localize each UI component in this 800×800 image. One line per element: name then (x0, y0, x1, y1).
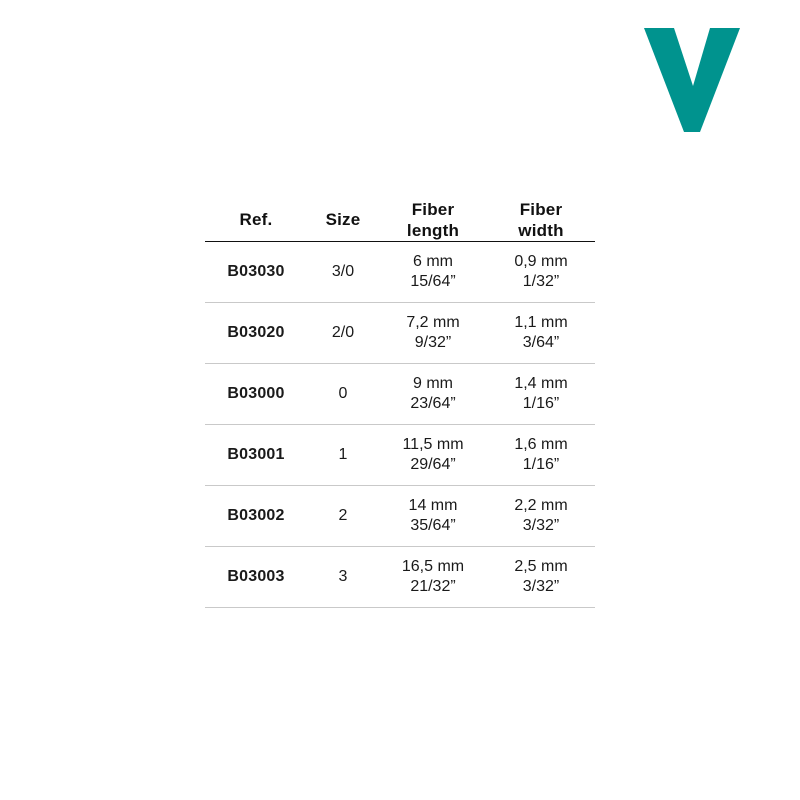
cell-size: 1 (338, 446, 348, 464)
fiber-specification-table (205, 200, 595, 608)
table-row (205, 242, 595, 303)
header-length-line2: length (406, 220, 460, 240)
cell-length-in: 15/64” (410, 273, 456, 291)
cell-fiber-length (379, 303, 487, 364)
cell-width-in: 1/32” (522, 273, 560, 291)
cell-width-mm: 0,9 mm (514, 253, 568, 270)
cell-width-mm: 2,5 mm (514, 558, 568, 575)
cell-ref: B03003 (227, 568, 285, 586)
column-header-fiber-length (379, 200, 487, 242)
cell-length-mm: 16,5 mm (401, 558, 465, 575)
table-header (205, 200, 595, 242)
cell-width-in: 3/32” (522, 517, 560, 535)
cell-width-in: 3/32” (522, 578, 560, 596)
cell-ref: B03030 (227, 263, 285, 281)
cell-ref: B03001 (227, 446, 285, 464)
cell-size: 0 (338, 385, 348, 403)
header-width-line2: width (518, 220, 564, 240)
cell-length-in: 29/64” (410, 456, 456, 474)
cell-length-mm: 6 mm (413, 253, 453, 270)
table-row (205, 425, 595, 486)
cell-width-in: 1/16” (522, 395, 560, 413)
header-size-line1: Size (325, 210, 361, 230)
brand-logo (644, 28, 740, 132)
column-header-size (307, 200, 379, 242)
table-body (205, 242, 595, 608)
cell-length-in: 9/32” (414, 334, 452, 352)
cell-width-mm: 1,6 mm (514, 436, 568, 453)
cell-fiber-width (487, 547, 595, 608)
spec-table-container (205, 200, 595, 608)
cell-size: 3 (338, 568, 348, 586)
cell-size: 3/0 (331, 263, 355, 281)
header-length-line1: Fiber (411, 200, 455, 219)
table-row (205, 303, 595, 364)
cell-length-mm: 11,5 mm (402, 436, 464, 453)
cell-ref: B03020 (227, 324, 285, 342)
cell-width-mm: 1,1 mm (514, 314, 568, 331)
cell-ref: B03000 (227, 385, 285, 403)
cell-fiber-width (487, 242, 595, 303)
cell-fiber-width (487, 303, 595, 364)
column-header-fiber-width (487, 200, 595, 242)
cell-length-mm: 7,2 mm (406, 314, 460, 331)
cell-length-mm: 9 mm (413, 375, 453, 392)
table-row (205, 547, 595, 608)
cell-width-mm: 2,2 mm (514, 497, 568, 514)
cell-fiber-length (379, 364, 487, 425)
cell-width-in: 1/16” (522, 456, 560, 474)
cell-fiber-width (487, 425, 595, 486)
header-width-line1: Fiber (519, 200, 563, 219)
cell-length-in: 35/64” (410, 517, 456, 535)
cell-width-mm: 1,4 mm (514, 375, 568, 392)
cell-fiber-width (487, 364, 595, 425)
cell-size: 2/0 (331, 324, 355, 342)
cell-fiber-width (487, 486, 595, 547)
table-row (205, 364, 595, 425)
cell-length-in: 23/64” (410, 395, 456, 413)
header-ref-line1: Ref. (239, 210, 273, 230)
cell-size: 2 (338, 507, 348, 525)
cell-ref: B03002 (227, 507, 285, 525)
cell-width-in: 3/64” (522, 334, 560, 352)
cell-length-in: 21/32” (410, 578, 456, 596)
cell-fiber-length (379, 425, 487, 486)
cell-fiber-length (379, 547, 487, 608)
header-row (205, 200, 595, 242)
column-header-ref (205, 200, 307, 242)
table-row (205, 486, 595, 547)
cell-length-mm: 14 mm (408, 497, 458, 514)
cell-fiber-length (379, 486, 487, 547)
cell-fiber-length (379, 242, 487, 303)
